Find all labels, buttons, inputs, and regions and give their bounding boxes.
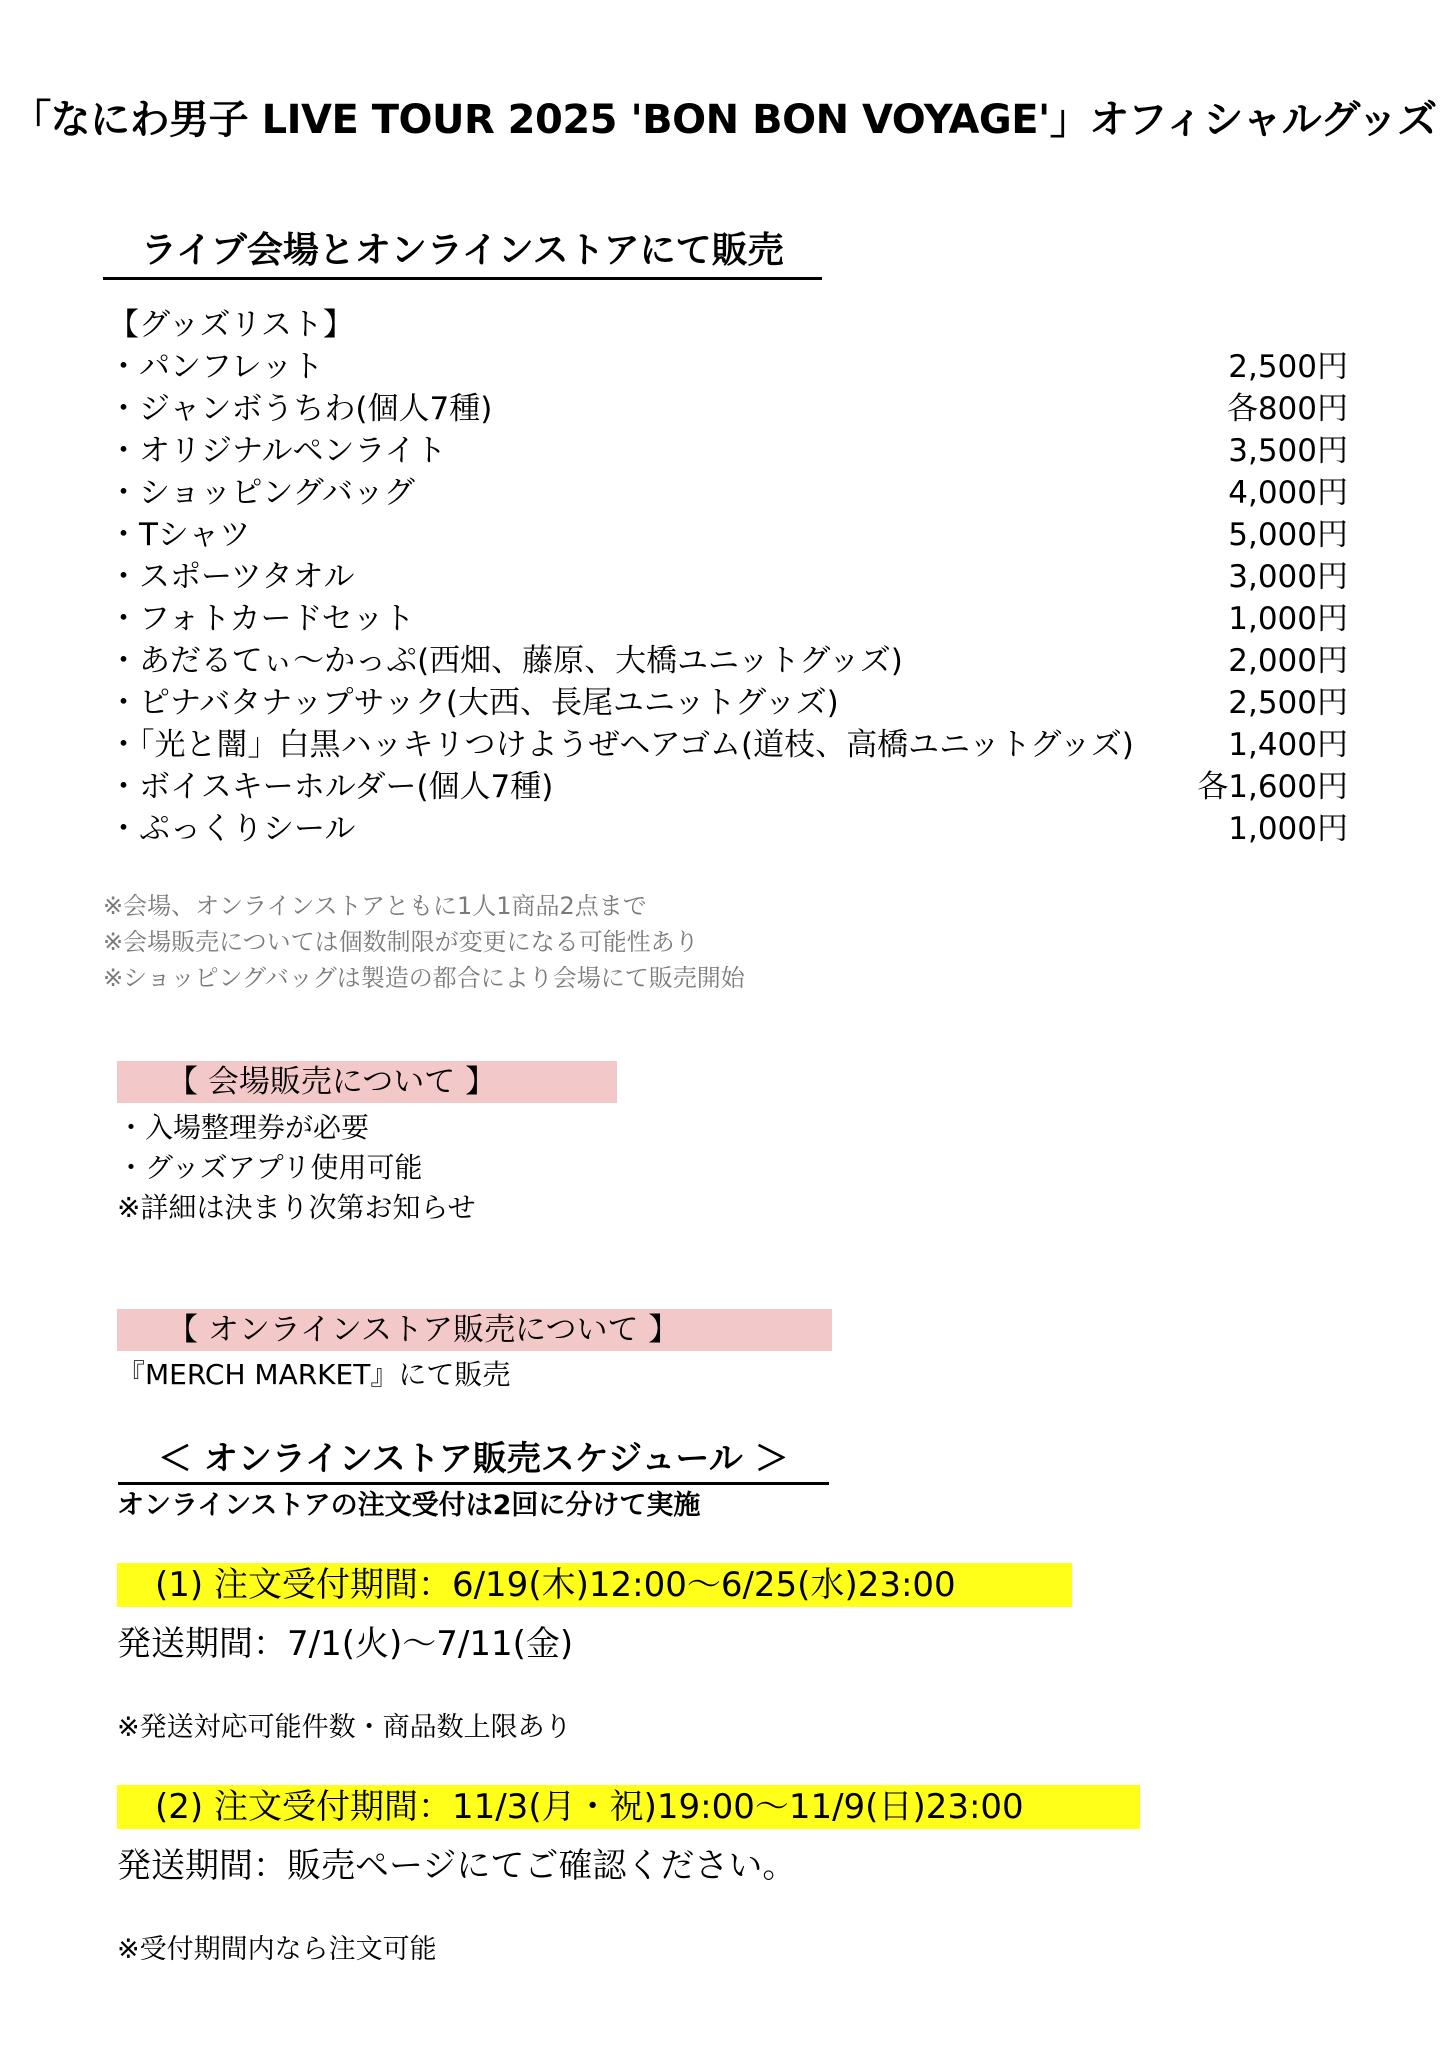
goods-price: 3,000円 — [1228, 559, 1348, 595]
goods-item — [108, 724, 1348, 766]
goods-name: ・「光と闇」白黒ハッキリつけようぜヘアゴム(道枝、高橋ユニットグッズ) — [108, 727, 1134, 763]
venue-sales-header: 【 会場販売について 】 — [117, 1061, 617, 1103]
goods-name: ・フォトカードセット — [108, 601, 415, 637]
goods-item — [108, 808, 1348, 850]
purchase-notes — [103, 888, 745, 996]
shipping-note-1: ※発送対応可能件数・商品数上限あり — [117, 1712, 572, 1743]
goods-price: 4,000円 — [1228, 475, 1348, 511]
goods-item — [108, 682, 1348, 724]
schedule-heading: ＜ オンラインストア販売スケジュール ＞ — [118, 1431, 829, 1485]
goods-price: 2,500円 — [1228, 349, 1348, 385]
goods-price: 1,000円 — [1228, 601, 1348, 637]
page-title: 「なにわ男子 LIVE TOUR 2025 'BON BON VOYAGE'」オフィシャルグッズ — [11, 97, 1437, 143]
shipping-period-2: 発送期間：販売ページにてご確認ください。 — [117, 1846, 797, 1886]
goods-price: 1,400円 — [1228, 727, 1348, 763]
goods-item — [108, 598, 1348, 640]
venue-line: ・グッズアプリ使用可能 — [117, 1151, 423, 1184]
goods-name: ・Tシャツ — [108, 517, 251, 553]
goods-name: ・ぷっくりシール — [108, 811, 356, 847]
goods-name: ・ボイスキーホルダー(個人7種) — [108, 769, 554, 805]
goods-price: 各1,600円 — [1197, 769, 1348, 805]
venue-line: ※詳細は決まり次第お知らせ — [117, 1191, 476, 1224]
order-note-2: ※受付期間内なら注文可能 — [117, 1934, 437, 1965]
goods-price: 3,500円 — [1228, 433, 1348, 469]
goods-item — [108, 766, 1348, 808]
goods-item — [108, 640, 1348, 682]
goods-price: 1,000円 — [1228, 811, 1348, 847]
venue-sales-details — [117, 1108, 476, 1228]
goods-name: ・オリジナルペンライト — [108, 433, 447, 469]
venue-line: ・入場整理券が必要 — [117, 1111, 370, 1144]
goods-name: ・パンフレット — [108, 349, 324, 385]
shipping-period-1: 発送期間：7/1(火)～7/11(金) — [117, 1624, 574, 1664]
goods-name: ・ピナバタナップサック(大西、長尾ユニットグッズ) — [108, 685, 839, 721]
goods-item — [108, 514, 1348, 556]
goods-item — [108, 472, 1348, 514]
goods-price: 2,500円 — [1228, 685, 1348, 721]
goods-price: 各800円 — [1226, 391, 1348, 427]
goods-price: 5,000円 — [1228, 517, 1348, 553]
schedule-subheading: オンラインストアの注文受付は2回に分けて実施 — [117, 1490, 701, 1521]
goods-item — [108, 430, 1348, 472]
note-line: ※会場販売については個数制限が変更になる可能性あり — [103, 928, 699, 956]
goods-item — [108, 556, 1348, 598]
online-sales-header: 【 オンラインストア販売について 】 — [117, 1309, 832, 1351]
note-line: ※ショッピングバッグは製造の都合により会場にて販売開始 — [103, 964, 745, 992]
order-period-2: (2) 注文受付期間：11/3(月・祝)19:00～11/9(日)23:00 — [117, 1785, 1140, 1829]
goods-list — [108, 304, 1348, 850]
goods-name: ・ショッピングバッグ — [108, 475, 415, 511]
goods-item — [108, 388, 1348, 430]
goods-price: 2,000円 — [1228, 643, 1348, 679]
goods-list-header: 【グッズリスト】 — [108, 307, 354, 343]
order-period-1: (1) 注文受付期間：6/19(木)12:00～6/25(水)23:00 — [117, 1563, 1072, 1607]
online-sales-line: 『MERCH MARKET』にて販売 — [117, 1358, 511, 1391]
section-heading-sales: ライブ会場とオンラインストアにて販売 — [103, 222, 822, 280]
goods-name: ・ジャンボうちわ(個人7種) — [108, 391, 493, 427]
goods-name: ・スポーツタオル — [108, 559, 355, 595]
goods-item — [108, 346, 1348, 388]
goods-name: ・あだるてぃ～かっぷ(西畑、藤原、大橋ユニットグッズ) — [108, 643, 903, 679]
note-line: ※会場、オンラインストアともに1人1商品2点まで — [103, 892, 647, 920]
